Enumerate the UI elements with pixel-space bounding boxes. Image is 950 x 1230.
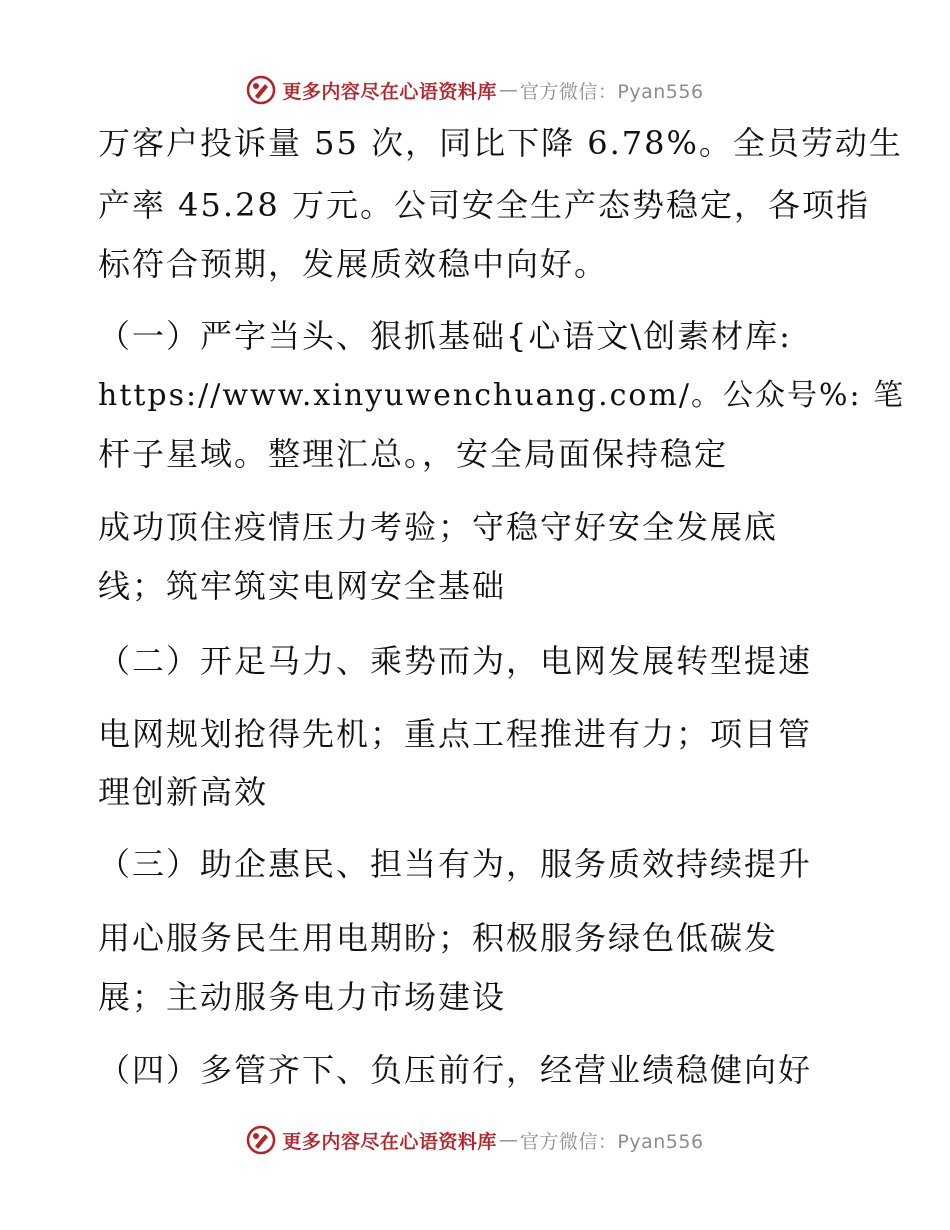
text-line: 万客户投诉量 55 次，同比下降 6.78%。全员劳动生 (98, 124, 903, 162)
brand-logo-icon (246, 75, 276, 105)
brand-logo-icon (246, 1125, 276, 1155)
text-line: 产率 45.28 万元。公司安全生产态势稳定，各项指 (98, 186, 870, 224)
header-watermark (0, 70, 950, 110)
banner-title: 更多内容尽在心语资料库 (282, 80, 497, 103)
banner-title: 更多内容尽在心语资料库 (282, 1130, 497, 1153)
text-line: https://www.xinyuwenchuang.com/。公众号%: 笔 (98, 378, 906, 413)
banner-separator: — (498, 1129, 518, 1151)
text-line: 理创新高效 (98, 773, 269, 811)
banner-contact: 官方微信：Pyan556 (519, 80, 704, 103)
text-line: 成功顶住疫情压力考验；守稳守好安全发展底 (98, 508, 779, 546)
text-line: 用心服务民生用电期盼；积极服务绿色低碳发 (98, 919, 779, 957)
section-heading: （二）开足马力、乘势而为，电网发展转型提速 (98, 642, 813, 680)
text-line: 电网规划抢得先机；重点工程推进有力；项目管 (98, 715, 813, 753)
footer-watermark (0, 1120, 950, 1160)
section-heading: （一）严字当头、狠抓基础{心语文\创素材库: (98, 317, 792, 355)
text-line: 展；主动服务电力市场建设 (98, 978, 507, 1016)
text-line: 标符合预期，发展质效稳中向好。 (98, 245, 609, 283)
text-line: 线；筑牢筑实电网安全基础 (98, 567, 507, 605)
banner-contact: 官方微信：Pyan556 (519, 1130, 704, 1153)
section-heading: （三）助企惠民、担当有为，服务质效持续提升 (98, 845, 813, 883)
section-heading: （四）多管齐下、负压前行，经营业绩稳健向好 (98, 1051, 813, 1089)
banner-separator: — (498, 79, 518, 101)
text-line: 杆子星域。整理汇总。，安全局面保持稳定 (98, 435, 729, 473)
